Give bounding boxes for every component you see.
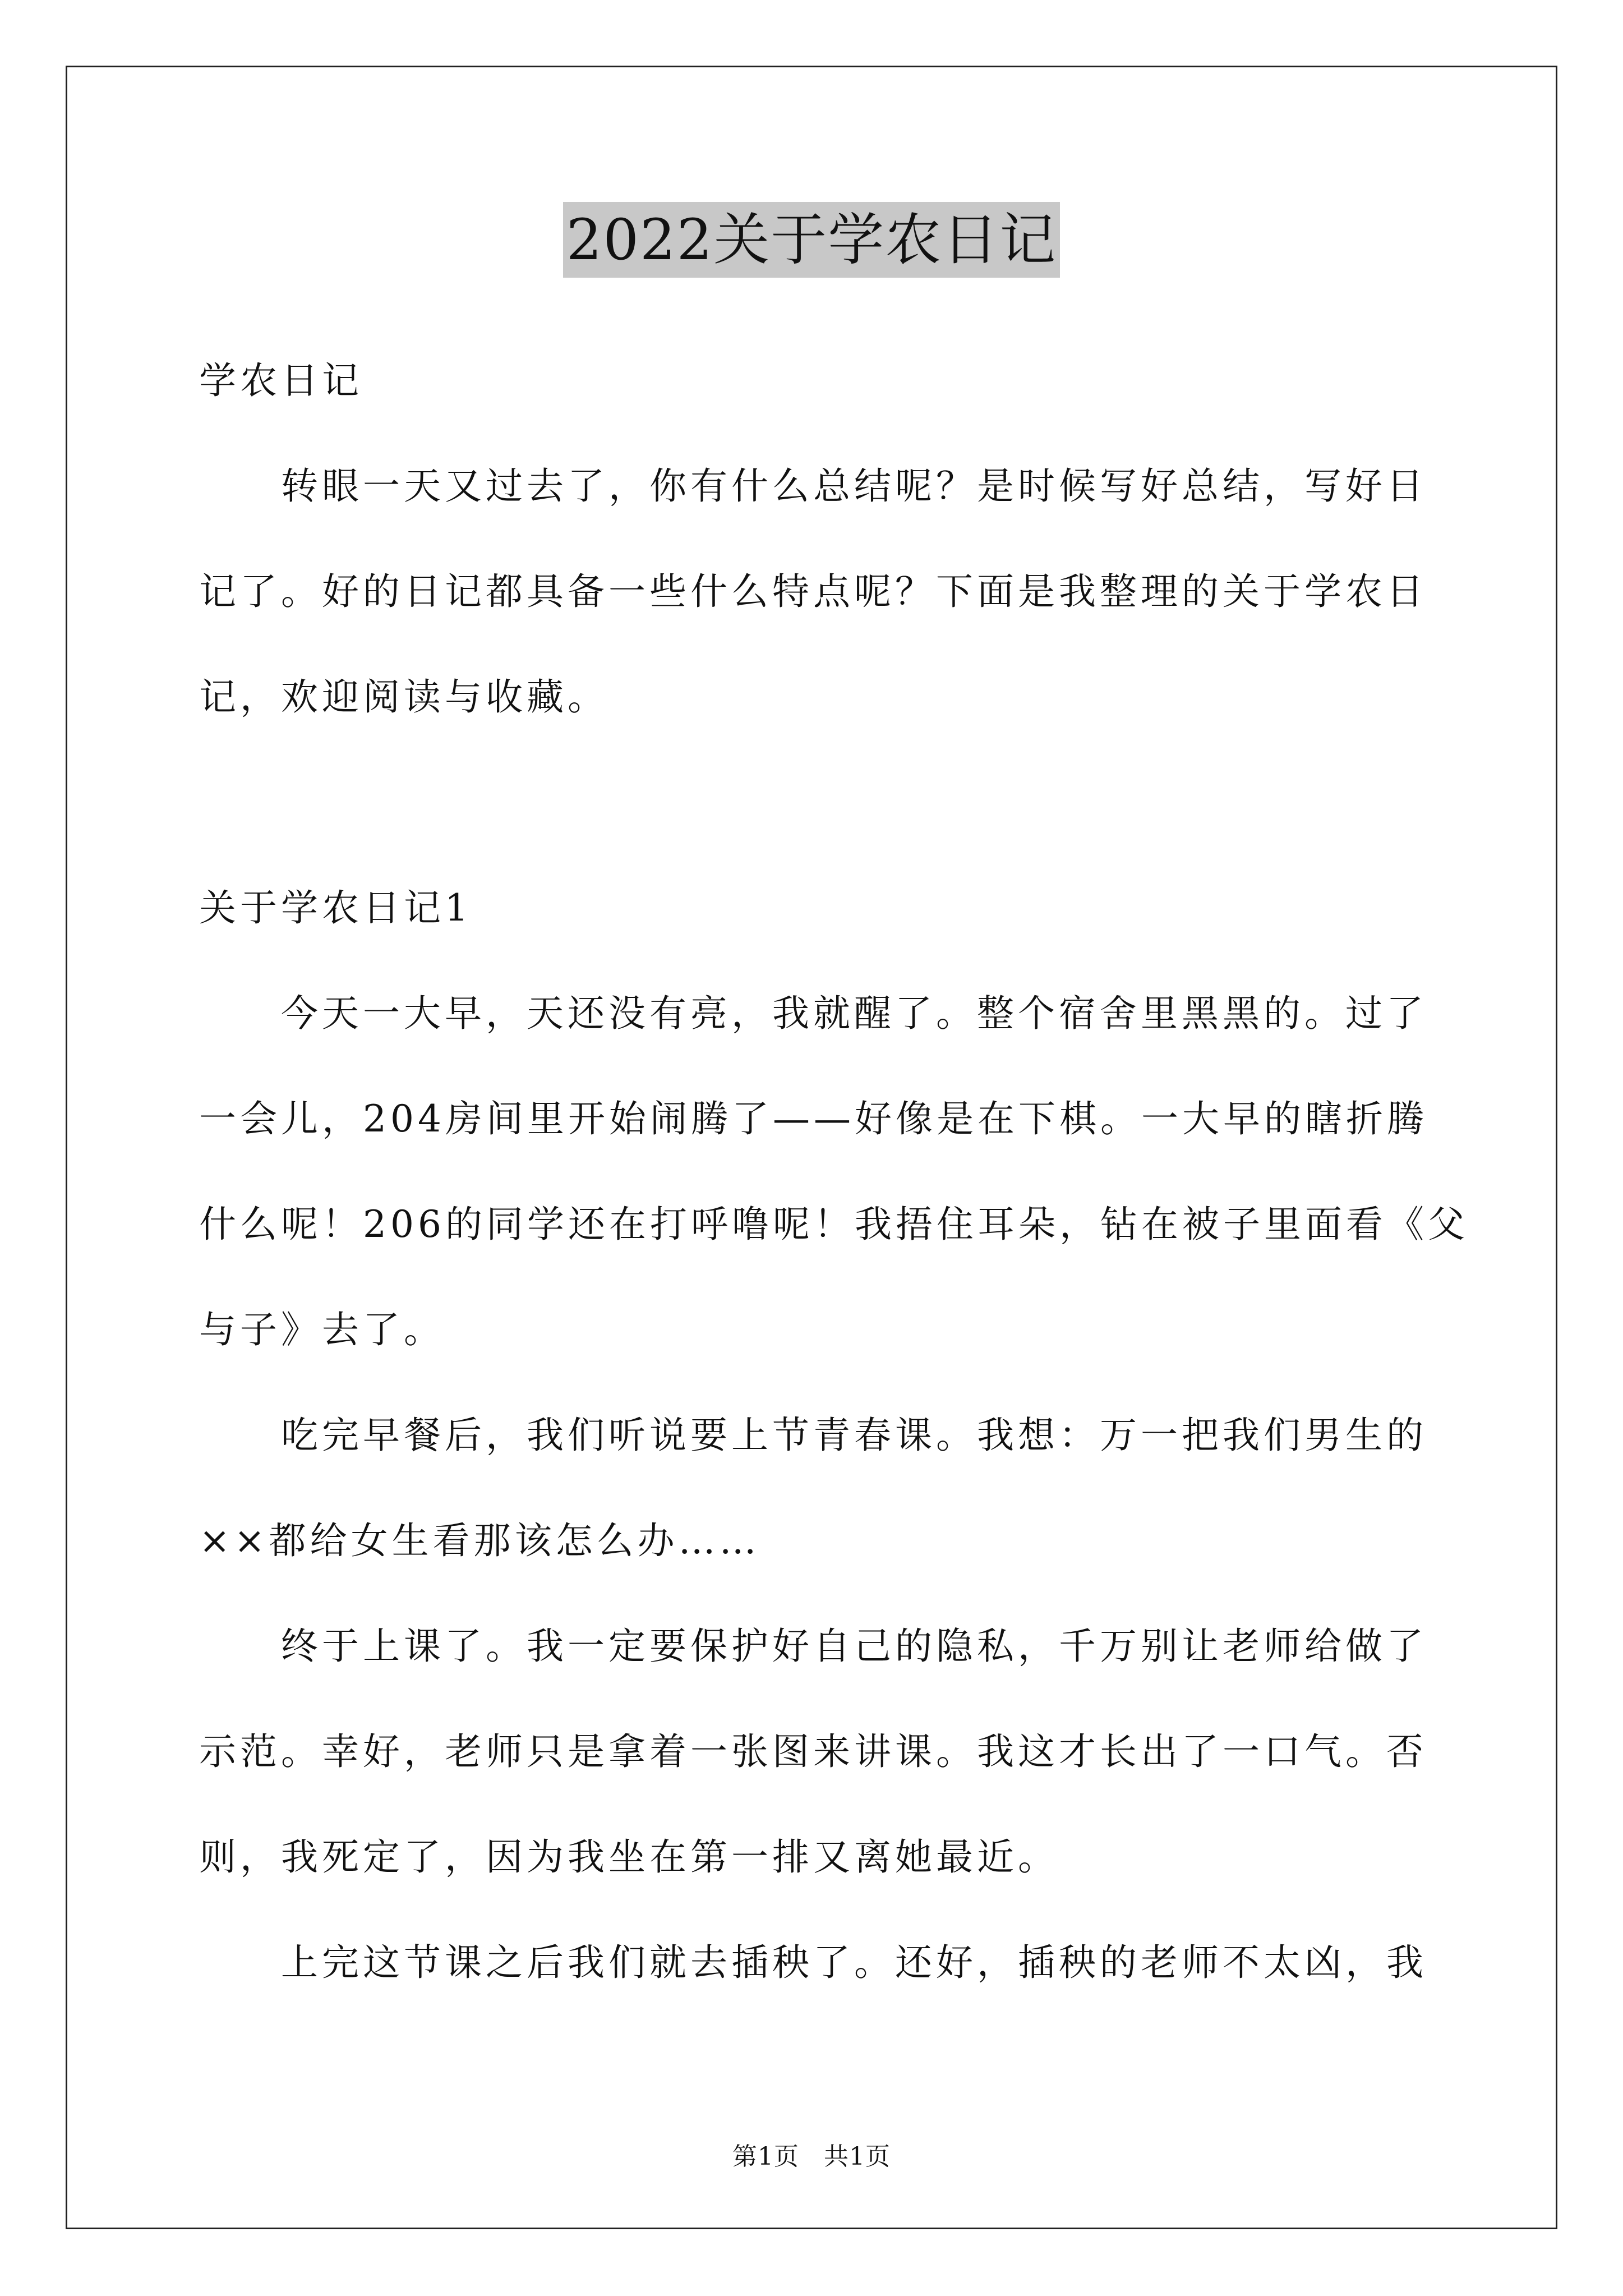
paragraph-line: ××都给女生看那该怎么办…… bbox=[199, 1519, 760, 1562]
paragraph-line: 记，欢迎阅读与收藏。 bbox=[199, 675, 608, 719]
paragraph-line: 则，我死定了，因为我坐在第一排又离她最近。 bbox=[199, 1835, 1059, 1879]
paragraph-line: 今天一大早，天还没有亮，我就醒了。整个宿舍里黑黑的。过了 bbox=[199, 992, 1427, 1035]
page-number-current: 第1页 bbox=[732, 2142, 799, 2171]
paragraph-line: 记了。好的日记都具备一些什么特点呢？下面是我整理的关于学农日 bbox=[199, 570, 1427, 613]
section-heading: 关于学农日记1 bbox=[199, 886, 472, 930]
paragraph-line: 上完这节课之后我们就去插秧了。还好，插秧的老师不太凶，我 bbox=[199, 1941, 1427, 1984]
paragraph-line: 与子》去了。 bbox=[199, 1308, 445, 1351]
paragraph-line: 一会儿，204房间里开始闹腾了——好像是在下棋。一大早的瞎折腾 bbox=[199, 1097, 1428, 1140]
paragraph-line: 什么呢！206的同学还在打呼噜呢！我捂住耳朵，钻在被子里面看《父 bbox=[199, 1203, 1469, 1246]
paragraph-line: 终于上课了。我一定要保护好自己的隐私，千万别让老师给做了 bbox=[199, 1625, 1427, 1668]
blank-line bbox=[199, 750, 1433, 855]
page-number-total: 共1页 bbox=[824, 2142, 891, 2171]
paragraph-line: 转眼一天又过去了，你有什么总结呢？是时候写好总结，写好日 bbox=[199, 464, 1427, 508]
section-heading: 学农日记 bbox=[199, 359, 363, 402]
title-container bbox=[0, 202, 1623, 278]
page-footer bbox=[0, 2140, 1623, 2174]
paragraph-line: 示范。幸好，老师只是拿着一张图来讲课。我这才长出了一口气。否 bbox=[199, 1730, 1427, 1773]
document-title: 2022关于学农日记 bbox=[563, 202, 1061, 278]
paragraph-line: 吃完早餐后，我们听说要上节青春课。我想：万一把我们男生的 bbox=[199, 1414, 1427, 1457]
document-body bbox=[199, 328, 1469, 2016]
